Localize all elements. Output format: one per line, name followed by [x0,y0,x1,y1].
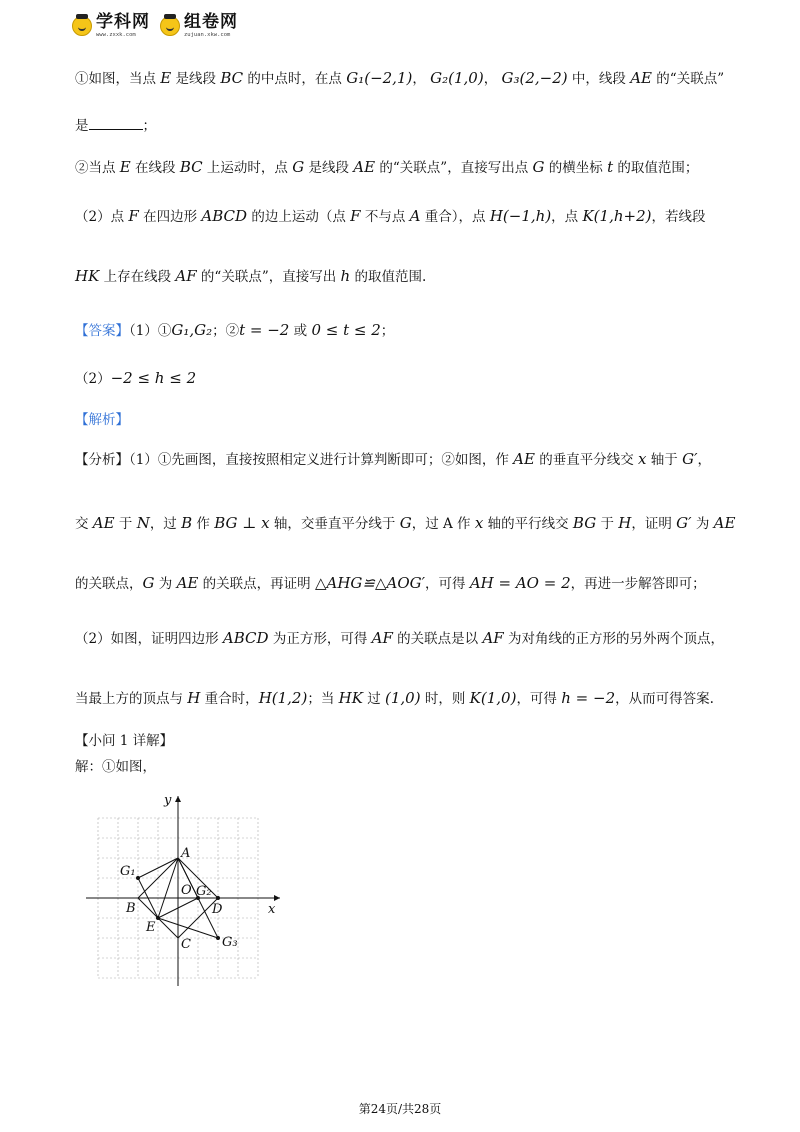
answer-line-2: （2）−2 ≤ h ≤ 2 [75,369,197,387]
logo1-name: 学科网 [96,12,150,32]
header-logos [72,14,238,39]
analysis-line-5: 当最上方的顶点与 H 重合时，H(1,2)；当 HK 过 (1,0) 时，则 K(1,0)，可得 h = −2，从而可得答案. [75,689,714,707]
solution-line: 解：①如图， [75,759,156,775]
point-E [156,916,160,920]
zxxk-logo [72,14,150,39]
analysis-tag: 【解析】 [75,412,129,428]
analysis-line-2: 交 AE 于 N，过 B 作 BG ⊥ x 轴，交垂直平分线于 G，过 A 作 x 轴的平行线交 BG 于 H，证明 G′ 为 AE [75,514,736,532]
point-G3 [216,936,220,940]
answer-tag: 【答案】 [75,323,129,339]
label-A: A [181,846,191,861]
owl-icon [160,16,180,36]
question-line-1: ①如图，当点 E 是线段 BC 的中点时，在点 G₁(−2,1)， G₂(1,0)， G₃(2,−2) 中，线段 AE 的“关联点” [75,69,725,87]
page-footer: 第24页/共28页 [358,1102,442,1116]
label-E: E [146,920,156,935]
label-G1: G₁ [120,864,136,879]
question-line-4: （2）点 F 在四边形 ABCD 的边上运动（点 F 不与点 A 重合），点 H(−1,h)，点 K(1,h+2)，若线段 [75,207,706,225]
owl-icon [72,16,92,36]
logo2-url: zujuan.xkw.com [184,32,231,38]
coordinate-figure [80,790,290,990]
analysis-line-3: 的关联点，G 为 AE 的关联点，再证明 △AHG≌△AOG′，可得 AH = AO = 2，再进一步解答即可； [75,574,706,592]
question-line-2: 是 ； [75,118,156,134]
question-line-5: HK 上存在线段 AF 的“关联点”，直接写出 h 的取值范围. [75,267,427,285]
point-G1 [136,876,140,880]
label-G2: G₂ [196,884,212,899]
y-axis-arrow [175,796,181,802]
label-y: y [164,793,172,808]
label-D: D [212,902,223,917]
analysis-line-4: （2）如图，证明四边形 ABCD 为正方形，可得 AF 的关联点是以 AF 为对角线的正方形的另外两个顶点， [75,629,725,647]
label-C: C [181,937,191,952]
logo1-url: www.zxxk.com [96,32,136,38]
label-O: O [181,883,192,898]
answer-line-1: 【答案】（1）①G₁,G₂；②t = −2 或 0 ≤ t ≤ 2； [75,321,395,339]
answer-blank [89,117,143,130]
zujuan-logo [160,14,238,39]
question-line-3: ②当点 E 在线段 BC 上运动时，点 G 是线段 AE 的“关联点”，直接写出点 G 的横坐标 t 的取值范围； [75,158,699,176]
x-axis-arrow [274,895,280,901]
label-G3: G₃ [222,935,238,950]
analysis-line-1: 【分析】（1）①先画图，直接按照相定义进行计算判断即可；②如图，作 AE 的垂直平分线交 x 轴于 G′， [75,450,711,468]
q1-heading: 【小问 1 详解】 [75,733,174,749]
label-x: x [268,902,276,917]
label-B: B [126,901,136,916]
logo2-name: 组卷网 [184,12,238,32]
point-D [216,896,220,900]
